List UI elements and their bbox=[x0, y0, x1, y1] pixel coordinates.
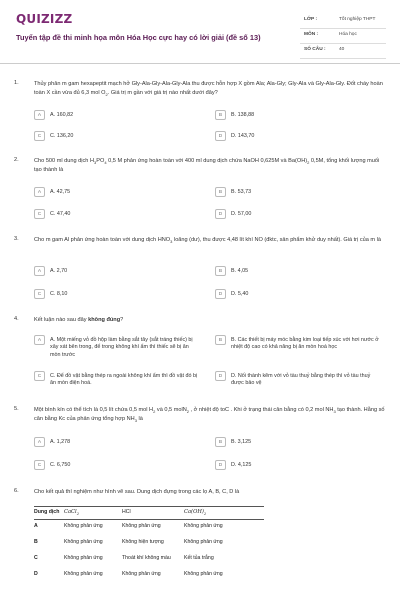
table-row bbox=[34, 536, 264, 552]
option-letter-badge: B bbox=[215, 437, 226, 447]
meta-row-count bbox=[300, 44, 386, 59]
table-cell: Không phản ứng bbox=[122, 571, 161, 577]
option-text: D. 57,00 bbox=[231, 210, 252, 217]
meta-row-class bbox=[300, 14, 386, 29]
table-row bbox=[34, 568, 264, 584]
meta-row-subject bbox=[300, 29, 386, 44]
option-text: D. 5,40 bbox=[231, 290, 249, 297]
question-number: 1. bbox=[14, 80, 19, 86]
document-title: Tuyển tập đề thi minh họa môn Hóa Học cực hay có lời giải (đề số 13) bbox=[16, 33, 261, 42]
question-number: 2. bbox=[14, 157, 19, 163]
table-header-cell: HCl bbox=[122, 509, 131, 515]
table-row bbox=[34, 552, 264, 568]
table-cell: Không phản ứng bbox=[64, 539, 103, 545]
option-letter-badge: C bbox=[34, 371, 45, 381]
option-text: D. 143,70 bbox=[231, 132, 255, 139]
option-letter-badge: D bbox=[215, 209, 226, 219]
option-text: B. 3,125 bbox=[231, 438, 252, 445]
option-text: A. 42,75 bbox=[50, 188, 71, 195]
option-letter-badge: A bbox=[34, 110, 45, 120]
option-text: A. Một miếng vỏ đồ hộp làm bằng sắt tây (sắt tráng thiếc) bị xây xát bên trong, để trong không khí ẩm thì thiếc sẽ bị ăn mòn trước bbox=[50, 336, 193, 359]
option-letter-badge: A bbox=[34, 187, 45, 197]
option-text: A. 160,82 bbox=[50, 111, 74, 118]
table-cell: B bbox=[34, 539, 38, 545]
table-cell: Không phản ứng bbox=[64, 571, 103, 577]
meta-value: Tốt nghiệp THPT bbox=[339, 17, 376, 22]
table-cell: Không phản ứng bbox=[184, 571, 223, 577]
table-cell: A bbox=[34, 523, 38, 529]
option-letter-badge: D bbox=[215, 131, 226, 141]
meta-label: SỐ CÂU : bbox=[304, 47, 326, 52]
table-cell: Không phản ứng bbox=[64, 555, 103, 561]
meta-label: LỚP : bbox=[304, 17, 318, 22]
option-letter-badge: B bbox=[215, 335, 226, 345]
option-letter-badge: D bbox=[215, 289, 226, 299]
meta-box bbox=[300, 14, 386, 59]
table-cell: Không phản ứng bbox=[184, 523, 223, 529]
header-divider bbox=[0, 63, 400, 64]
option-text: B. 138,88 bbox=[231, 111, 255, 118]
table-header-row bbox=[34, 506, 264, 520]
option-text: A. 2,70 bbox=[50, 267, 68, 274]
option-letter-badge: B bbox=[215, 266, 226, 276]
option-letter-badge: B bbox=[215, 110, 226, 120]
question-text: Cho 500 ml dung dịch $H_3PO_4$ 0,5 M phản ứng hoàn toàn với 400 ml dung dịch chứa NaOH 0,625M và $Ba(OH)_2$ 0,5M, tổng khối lượng muối tạo thành là bbox=[34, 158, 380, 174]
meta-value: Hóa học bbox=[339, 32, 357, 37]
meta-value: 40 bbox=[339, 47, 345, 52]
option-letter-badge: C bbox=[34, 209, 45, 219]
option-letter-badge: C bbox=[34, 131, 45, 141]
option-text: C. 6,750 bbox=[50, 461, 71, 468]
option-text: B. 4,05 bbox=[231, 267, 249, 274]
table-cell: D bbox=[34, 571, 38, 577]
option-letter-badge: A bbox=[34, 437, 45, 447]
question-number: 4. bbox=[14, 316, 19, 322]
table-header-cell: Dung dịch bbox=[34, 509, 60, 515]
option-text: D. Nối thành kẽm với vỏ tàu thuỷ bằng thép thì vỏ tàu thuỷ được bảo vệ bbox=[231, 372, 371, 387]
meta-label: MÔN : bbox=[304, 32, 319, 37]
question-number: 6. bbox=[14, 488, 19, 494]
option-letter-badge: D bbox=[215, 460, 226, 470]
question-text: Một bình kín có thể tích là 0,5 lít chứa 0,5 mol $H_2$ và 0,5 molN$_2$ , ở nhiệt độ toC . Khi ở trạng thái cân bằng có 0,2 mol $NH_3$ tạo thành. Hằng số cân bằng Kc của phản ứng tổng hợp $NH_3$ là bbox=[34, 407, 385, 424]
option-text: C. 8,10 bbox=[50, 290, 68, 297]
option-letter-badge: A bbox=[34, 335, 45, 345]
question-text: Cho m gam Al phản ứng hoàn toàn với dung dịch $HNO_3$ loãng (dư), thu được 4,48 lít khí NO (đktc, sản phẩm khử duy nhất). Giá trị của m là bbox=[34, 237, 381, 245]
table-cell: Không phản ứng bbox=[64, 523, 103, 529]
option-letter-badge: D bbox=[215, 371, 226, 381]
option-text: B. 53,73 bbox=[231, 188, 252, 195]
option-text: A. 1,278 bbox=[50, 438, 71, 445]
table-cell: Kết tủa trắng bbox=[184, 555, 214, 561]
table-header-cell: $Ca(OH)_2$ bbox=[184, 509, 207, 517]
question-text: Kết luận nào sau đây không đúng? bbox=[34, 317, 124, 323]
question-number: 5. bbox=[14, 406, 19, 412]
question-text: Thủy phân m gam hexapeptit mạch hở Gly-Ala-Gly-Ala-Gly-Ala thu được hỗn hợp X gồm Ala; Ala-Gly; Gly-Ala và Gly-Ala-Gly. Đốt cháy hoàn toàn X cần vừa đủ 6,3 mol $O_2$. Giá trị m gần với giá trị nào nhất dưới đây? bbox=[34, 81, 383, 97]
table-cell: Không hiện tượng bbox=[122, 539, 164, 545]
table-cell: Thoát khí không màu bbox=[122, 555, 171, 561]
experiment-table bbox=[34, 506, 264, 584]
question-text: Cho kết quả thí nghiệm như hình vẽ sau. Dung dịch đựng trong các lọ A, B, C, D là bbox=[34, 489, 240, 495]
question-number: 3. bbox=[14, 236, 19, 242]
option-letter-badge: B bbox=[215, 187, 226, 197]
option-text: D. 4,125 bbox=[231, 461, 252, 468]
option-letter-badge: C bbox=[34, 289, 45, 299]
quizizz-logo: QUIZIZZ bbox=[16, 12, 73, 26]
option-letter-badge: C bbox=[34, 460, 45, 470]
option-text: C. Để đồ vật bằng thép ra ngoài không khí ẩm thì đồ vật đó bị ăn mòn điện hoá. bbox=[50, 372, 198, 387]
table-header-cell: CaCl$_2$ bbox=[64, 509, 79, 517]
option-text: B. Các thiết bị máy móc bằng kim loại tiếp xúc với hơi nước ở nhiệt độ cao có khả năng bị ăn mòn hoá học bbox=[231, 336, 379, 351]
table-row bbox=[34, 520, 264, 536]
table-cell: Không phản ứng bbox=[184, 539, 223, 545]
option-text: C. 47,40 bbox=[50, 210, 71, 217]
table-cell: Không phản ứng bbox=[122, 523, 161, 529]
option-text: C. 136,20 bbox=[50, 132, 74, 139]
table-cell: C bbox=[34, 555, 38, 561]
option-letter-badge: A bbox=[34, 266, 45, 276]
